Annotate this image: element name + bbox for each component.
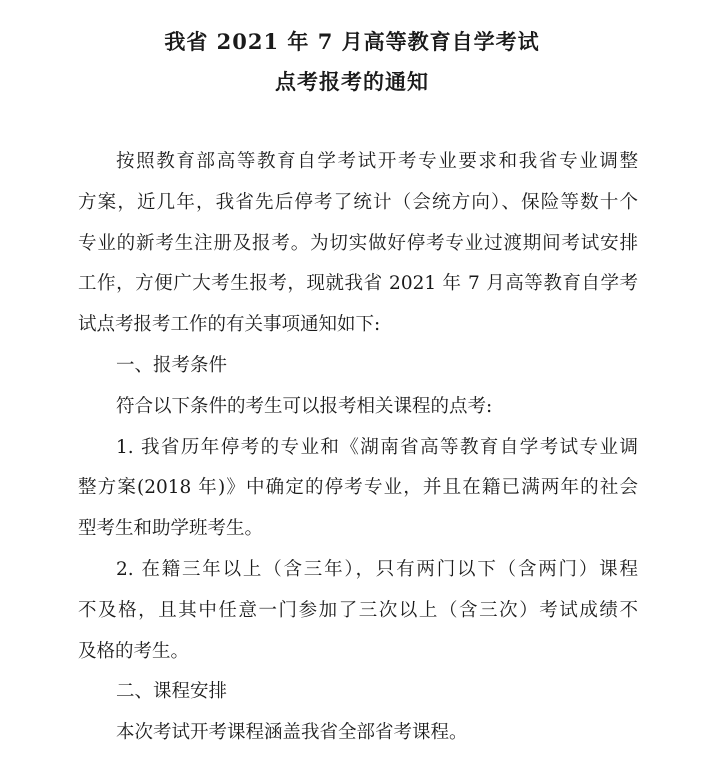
section-heading-conditions: 一、报考条件 <box>116 354 228 376</box>
body-line: 符合以下条件的考生可以报考相关课程的点考: <box>116 395 493 417</box>
body-line: 试点考报考工作的有关事项通知如下: <box>78 314 381 336</box>
body-line: 按照教育部高等教育自学考试开考专业要求和我省专业调整 <box>116 151 638 172</box>
document-title-line-2: 点考报考的通知 <box>275 69 429 94</box>
body-line: 专业的新考生注册及报考。为切实做好停考专业过渡期间考试安排 <box>78 232 638 254</box>
body-line: 工作，方便广大考生报考，现就我省 2021 年 7 月高等教育自学考 <box>78 273 638 295</box>
list-item-2: 2. 在籍三年以上（含三年），只有两门以下（含两门）课程 <box>116 558 638 580</box>
list-item-1: 1. 我省历年停考的专业和《湖南省高等教育自学考试专业调 <box>116 436 638 458</box>
document-title-line-1: 我省 2021 年 7 月高等教育自学考试 <box>164 29 540 54</box>
body-line: 型考生和助学班考生。 <box>78 518 264 540</box>
body-line: 不及格，且其中任意一门参加了三次以上（含三次）考试成绩不 <box>78 599 638 621</box>
body-line: 整方案(2018 年)》中确定的停考专业，并且在籍已满两年的社会 <box>78 477 638 499</box>
body-line: 方案，近几年，我省先后停考了统计（会统方向）、保险等数十个 <box>78 191 638 213</box>
body-line: 及格的考生。 <box>78 640 190 662</box>
section-heading-courses: 二、课程安排 <box>116 681 228 703</box>
body-line: 本次考试开考课程涵盖我省全部省考课程。 <box>116 722 468 744</box>
document-body <box>78 142 638 754</box>
